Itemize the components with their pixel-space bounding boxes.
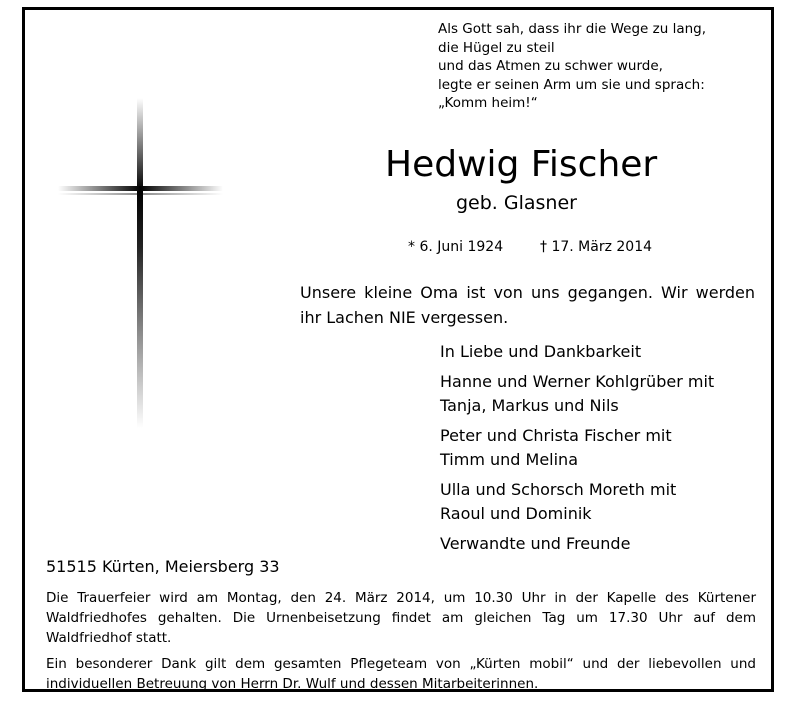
poem-line: Als Gott sah, dass ihr die Wege zu lang, (438, 21, 707, 37)
mourner-line: Verwandte und Freunde (440, 534, 631, 553)
family-message: Unsere kleine Oma ist von uns gegangen. Wir werden ihr Lachen NIE vergessen. (300, 283, 755, 327)
mourner-line: Ulla und Schorsch Moreth mit (440, 480, 677, 499)
mourner-line: Raoul und Dominik (440, 504, 592, 523)
poem-line: die Hügel zu steil (438, 39, 555, 56)
mourner-line: Tanja, Markus und Nils (440, 396, 619, 415)
mourner-line: Timm und Melina (440, 450, 578, 469)
mourner-group (440, 340, 714, 364)
born-symbol: * (408, 239, 415, 255)
poem (438, 20, 706, 113)
thanks-note: Ein besonderer Dank gilt dem gesamten Pflegeteam von „Kürten mobil“ und der liebevollen und individuellen Betreuung von Herrn Dr. Wulf und dessen Mitarbeiterinnen. (46, 656, 756, 692)
mourner-group (440, 424, 714, 472)
address: 51515 Kürten, Meiersberg 33 (46, 557, 280, 576)
poem-line: legte er seinen Arm um sie und sprach: (438, 76, 705, 93)
mourner-group (440, 370, 714, 418)
cross-icon (58, 98, 223, 428)
mourner-line: In Liebe und Dankbarkeit (440, 342, 642, 361)
life-dates (408, 238, 652, 256)
deceased-name: Hedwig Fischer (385, 144, 658, 185)
born-date: 6. Juni 1924 (419, 239, 504, 255)
poem-line: „Komm heim!“ (438, 95, 538, 111)
mourner-line: Hanne und Werner Kohlgrüber mit (440, 372, 715, 391)
poem-line: und das Atmen zu schwer wurde, (438, 58, 663, 74)
funeral-info: Die Trauerfeier wird am Montag, den 24. März 2014, um 10.30 Uhr in der Kapelle des Kürtener Waldfriedhofes gehalten. Die Urnenbeisetzung findet am gleichen Tag um 17.30 Uhr auf dem Waldfriedhof statt. (46, 590, 756, 646)
mourner-group (440, 478, 714, 526)
mourner-group (440, 532, 714, 556)
mourners-list (440, 340, 714, 562)
died-date: 17. März 2014 (551, 239, 653, 255)
birth-name: geb. Glasner (456, 192, 577, 214)
mourner-line: Peter und Christa Fischer mit (440, 426, 672, 445)
died-symbol: † (540, 239, 548, 255)
